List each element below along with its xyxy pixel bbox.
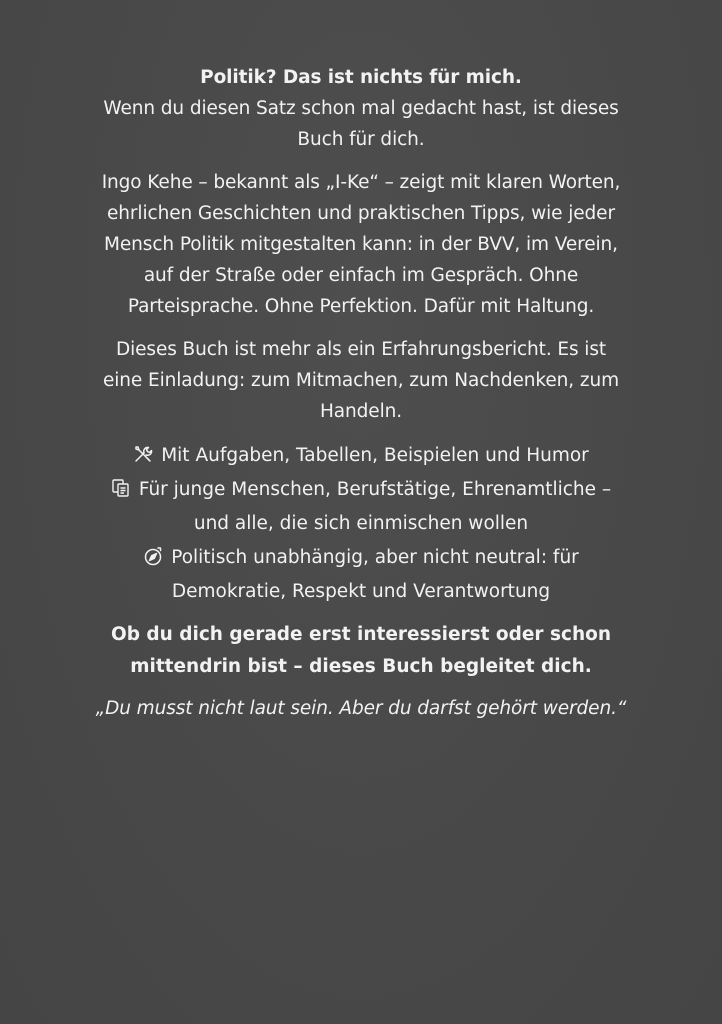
about-line: Mensch Politik mitgestalten kann: in der BVV, im Verein, [104,234,618,255]
intro-line: Wenn du diesen Satz schon mal gedacht hast, ist dieses [103,98,619,119]
closing-paragraph [58,619,664,683]
about-line: Ingo Kehe – bekannt als „I-Ke“ – zeigt mit klaren Worten, [101,172,621,193]
feature-text: Politisch unabhängig, aber nicht neutral: für [171,547,579,568]
invitation-line: Dieses Buch ist mehr als ein Erfahrungsbericht. Es ist [115,339,607,360]
feature-item [58,473,664,507]
feature-item [58,541,664,575]
documents-icon [111,478,131,498]
about-line: auf der Straße oder einfach im Gespräch. Ohne [143,265,579,286]
invitation-line: Handeln. [319,401,403,422]
closing-line: Ob du dich gerade erst interessierst oder schon [110,624,611,645]
feature-text: Mit Aufgaben, Tabellen, Beispielen und Humor [161,445,589,466]
about-paragraph [58,167,664,322]
invitation-line: eine Einladung: zum Mitmachen, zum Nachdenken, zum [102,370,620,391]
feature-item [58,439,664,473]
feature-continuation: Demokratie, Respekt und Verantwortung [171,581,551,602]
intro-line: Buch für dich. [297,129,425,150]
quote: „Du musst nicht laut sein. Aber du darfst gehört werden.“ [95,698,627,719]
compass-icon [143,546,163,566]
about-line: Parteisprache. Ohne Perfektion. Dafür mit Haltung. [127,296,595,317]
headline: Politik? Das ist nichts für mich. [200,67,522,88]
intro-paragraph [58,62,664,155]
closing-line: mittendrin bist – dieses Buch begleitet dich. [130,656,592,677]
feature-continuation: und alle, die sich einmischen wollen [193,513,529,534]
about-line: ehrlichen Geschichten und praktischen Tipps, wie jeder [107,203,615,224]
feature-text: Für junge Menschen, Berufstätige, Ehrenamtliche – [138,479,612,500]
invitation-paragraph [58,334,664,427]
feature-list [58,439,664,609]
tools-icon [133,444,153,464]
